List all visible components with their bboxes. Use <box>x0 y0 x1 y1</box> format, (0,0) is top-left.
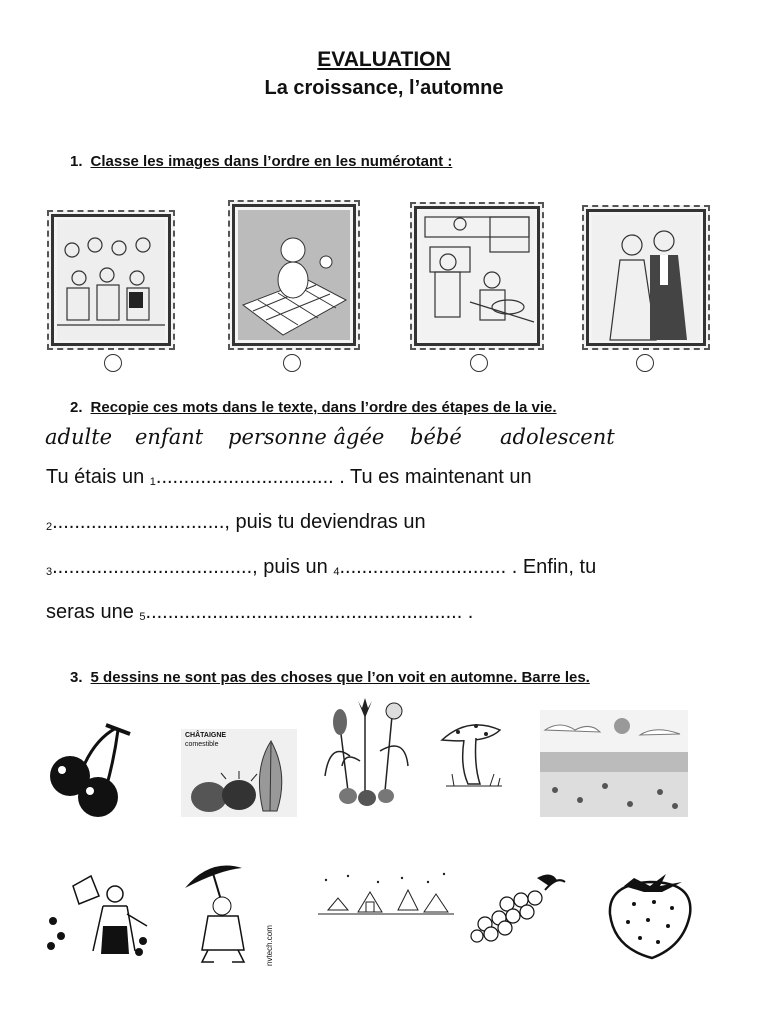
order-circle-3[interactable] <box>470 354 488 372</box>
word-enfant: enfant <box>135 425 204 449</box>
blank-5[interactable]: ......................................................... . <box>145 601 474 623</box>
order-circle-2[interactable] <box>283 354 301 372</box>
word-personne-agee: personne âgée <box>228 425 385 449</box>
strawberry-icon[interactable] <box>604 864 696 962</box>
snowy-village-icon[interactable] <box>318 870 454 924</box>
text-line-2 <box>46 511 426 534</box>
birthday-kitchen-icon <box>420 212 534 340</box>
text-line-4 <box>46 601 473 624</box>
order-circle-1[interactable] <box>104 354 122 372</box>
elderly-group-icon <box>57 220 165 340</box>
spring-flowers-icon[interactable] <box>320 696 410 808</box>
image-baby <box>228 200 360 350</box>
mushroom-icon[interactable] <box>438 716 508 790</box>
chestnut-sublabel: comestible <box>185 741 219 748</box>
text-part: Tu étais un <box>46 466 150 488</box>
question-3 <box>70 669 590 686</box>
child-umbrella-icon[interactable] <box>180 858 274 968</box>
credit-text: nvtech.com <box>265 925 274 966</box>
cherries-icon[interactable] <box>44 720 136 820</box>
question-2-number: 2. <box>70 399 83 416</box>
text-part: seras une <box>46 601 140 623</box>
text-line-3 <box>46 556 596 579</box>
chestnut-label: CHÂTAIGNE <box>185 732 227 739</box>
question-2 <box>70 399 557 416</box>
question-1 <box>70 153 452 170</box>
question-1-number: 1. <box>70 153 83 170</box>
question-2-instruction: Recopie ces mots dans le texte, dans l’ordre des étapes de la vie. <box>90 399 557 416</box>
blank-number-4: 4 <box>333 566 340 578</box>
grapes-icon[interactable] <box>465 870 569 946</box>
chestnut-image[interactable] <box>181 729 297 817</box>
question-1-instruction: Classe les images dans l’ordre en les numérotant : <box>90 153 453 170</box>
text-line-1 <box>46 466 532 489</box>
word-adulte: adulte <box>45 425 113 449</box>
image-wedding <box>582 205 710 350</box>
blank-number-3: 3 <box>46 566 53 578</box>
baby-on-blanket-icon <box>238 210 350 340</box>
chestnut-icon <box>181 729 297 817</box>
order-circle-4[interactable] <box>636 354 654 372</box>
image-birthday <box>410 202 544 350</box>
page-subtitle: La croissance, l’automne <box>264 77 504 99</box>
wedding-couple-icon <box>592 215 700 340</box>
word-bebe: bébé <box>410 425 462 449</box>
blank-1[interactable]: ................................ . Tu es maintenant un <box>155 466 532 488</box>
image-elderly-group <box>47 210 175 350</box>
grape-harvest-icon[interactable] <box>43 866 151 958</box>
blank-number-1: 1 <box>149 476 156 488</box>
blank-number-5: 5 <box>139 611 146 623</box>
question-3-instruction: 5 dessins ne sont pas des choses que l’on voit en automne. Barre les. <box>90 669 590 686</box>
blank-number-2: 2 <box>46 521 53 533</box>
blank-4[interactable]: .............................. . Enfin, tu <box>339 556 597 578</box>
page-title: EVALUATION <box>317 48 451 71</box>
question-3-number: 3. <box>70 669 83 686</box>
blank-3[interactable]: ...................................., puis un <box>52 556 334 578</box>
beach-icon[interactable] <box>540 710 688 817</box>
word-adolescent: adolescent <box>500 425 615 449</box>
blank-2[interactable]: ..............................., puis tu deviendras un <box>52 511 426 533</box>
